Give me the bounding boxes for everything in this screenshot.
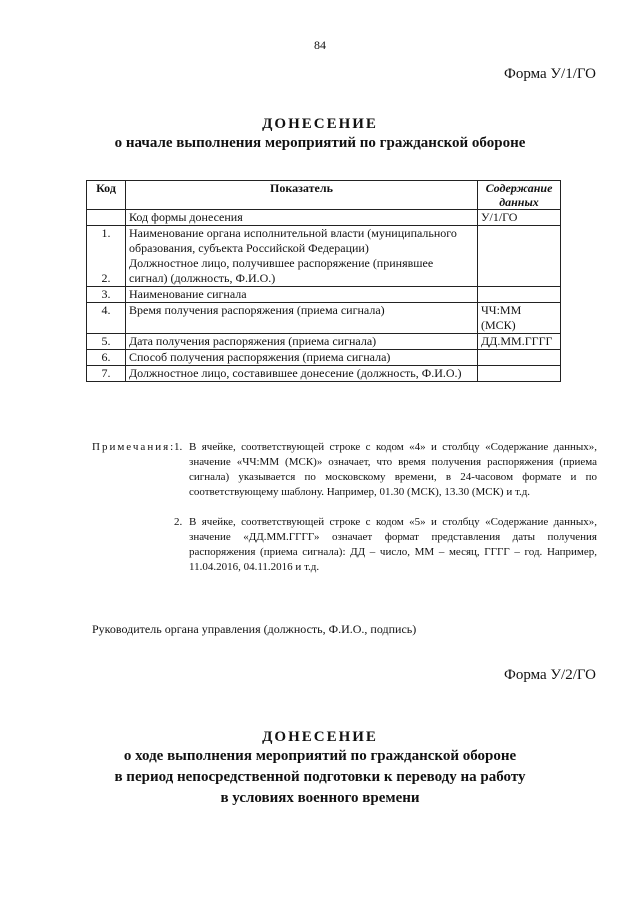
form-code-u2: Форма У/2/ГО bbox=[503, 667, 596, 683]
table-cell-value bbox=[478, 226, 561, 287]
header-value: Содержание данных bbox=[478, 181, 561, 210]
table-cell-code: 7. bbox=[87, 366, 126, 382]
table-row bbox=[87, 334, 561, 350]
note-item-1 bbox=[174, 440, 597, 500]
row-indicator-2: Должностное лицо, получившее распоряжение (принявшее сигнал) (должность, Ф.И.О.) bbox=[129, 256, 434, 285]
note-text: В ячейке, соответствующей строке с кодом «5» и столбцу «Содержание данных», значение «ДД.ММ.ГГГГ» означает формат представления даты получения распоряжения (приема сигнала): ДД – число, ММ – месяц, ГГГГ – год. Например, 11.04.2016, 04.11.2016 и т.д. bbox=[189, 516, 597, 573]
row-code-1: 1. bbox=[101, 226, 111, 240]
table-row-form-code bbox=[87, 210, 561, 226]
notes-label: Примечания: bbox=[92, 441, 176, 453]
table-cell-value bbox=[478, 287, 561, 303]
table-cell-value: ЧЧ:ММ (МСК) bbox=[478, 303, 561, 334]
table-row-1-2 bbox=[87, 226, 561, 287]
note-number: 1. bbox=[174, 441, 183, 453]
table-cell-value: ДД.ММ.ГГГГ bbox=[478, 334, 561, 350]
form-code-u1: Форма У/1/ГО bbox=[503, 66, 596, 82]
row-code-2: 2. bbox=[101, 271, 111, 285]
table-cell-code bbox=[87, 226, 126, 287]
table-row bbox=[87, 303, 561, 334]
table-cell-code: 4. bbox=[87, 303, 126, 334]
table-cell-indicator: Должностное лицо, составившее донесение (должность, Ф.И.О.) bbox=[126, 366, 478, 382]
page-number: 84 bbox=[314, 38, 326, 52]
header-code: Код bbox=[87, 181, 126, 210]
table-cell-indicator: Время получения распоряжения (приема сигнала) bbox=[126, 303, 478, 334]
header-indicator: Показатель bbox=[126, 181, 478, 210]
row-code-spacer bbox=[90, 241, 122, 271]
report-subtitle-2 bbox=[0, 746, 640, 809]
report-subtitle-line: в условиях военного времени bbox=[220, 790, 420, 806]
table-header-row bbox=[87, 181, 561, 210]
table-cell-indicator bbox=[126, 226, 478, 287]
table-cell-value bbox=[478, 350, 561, 366]
table-cell-code: 5. bbox=[87, 334, 126, 350]
table-row bbox=[87, 366, 561, 382]
table-cell-code bbox=[87, 210, 126, 226]
table-row bbox=[87, 350, 561, 366]
table-cell-value bbox=[478, 366, 561, 382]
table-cell-value: У/1/ГО bbox=[478, 210, 561, 226]
report-table bbox=[86, 180, 561, 382]
row-indicator-1: Наименование органа исполнительной власти (муниципального образования, субъекта Российской Федерации) bbox=[129, 226, 457, 255]
table-row bbox=[87, 287, 561, 303]
note-number: 2. bbox=[174, 516, 183, 528]
signature-line: Руководитель органа управления (должность, Ф.И.О., подпись) bbox=[92, 622, 417, 636]
report-subtitle-line: в период непосредственной подготовки к переводу на работу bbox=[114, 769, 526, 785]
report-subtitle-1: о начале выполнения мероприятий по гражданской обороне bbox=[114, 135, 526, 151]
report-title-2: ДОНЕСЕНИЕ bbox=[262, 729, 378, 745]
table-cell-indicator: Способ получения распоряжения (приема сигнала) bbox=[126, 350, 478, 366]
table-cell-indicator: Дата получения распоряжения (приема сигнала) bbox=[126, 334, 478, 350]
table-cell-indicator: Наименование сигнала bbox=[126, 287, 478, 303]
table-cell-code: 3. bbox=[87, 287, 126, 303]
report-title-1: ДОНЕСЕНИЕ bbox=[262, 116, 378, 132]
note-item-2 bbox=[174, 515, 597, 575]
report-subtitle-line: о ходе выполнения мероприятий по гражданской обороне bbox=[123, 748, 517, 764]
note-text: В ячейке, соответствующей строке с кодом «4» и столбцу «Содержание данных», значение «ЧЧ:ММ (МСК)» означает, что время получения распоряжения (приема сигнала) указывается по московскому времени, в 24-часовом формате и по соответствующему шаблону. Например, 01.30 (МСК), 13.30 (МСК) и т.д. bbox=[189, 441, 597, 498]
table-cell-indicator: Код формы донесения bbox=[126, 210, 478, 226]
table-cell-code: 6. bbox=[87, 350, 126, 366]
